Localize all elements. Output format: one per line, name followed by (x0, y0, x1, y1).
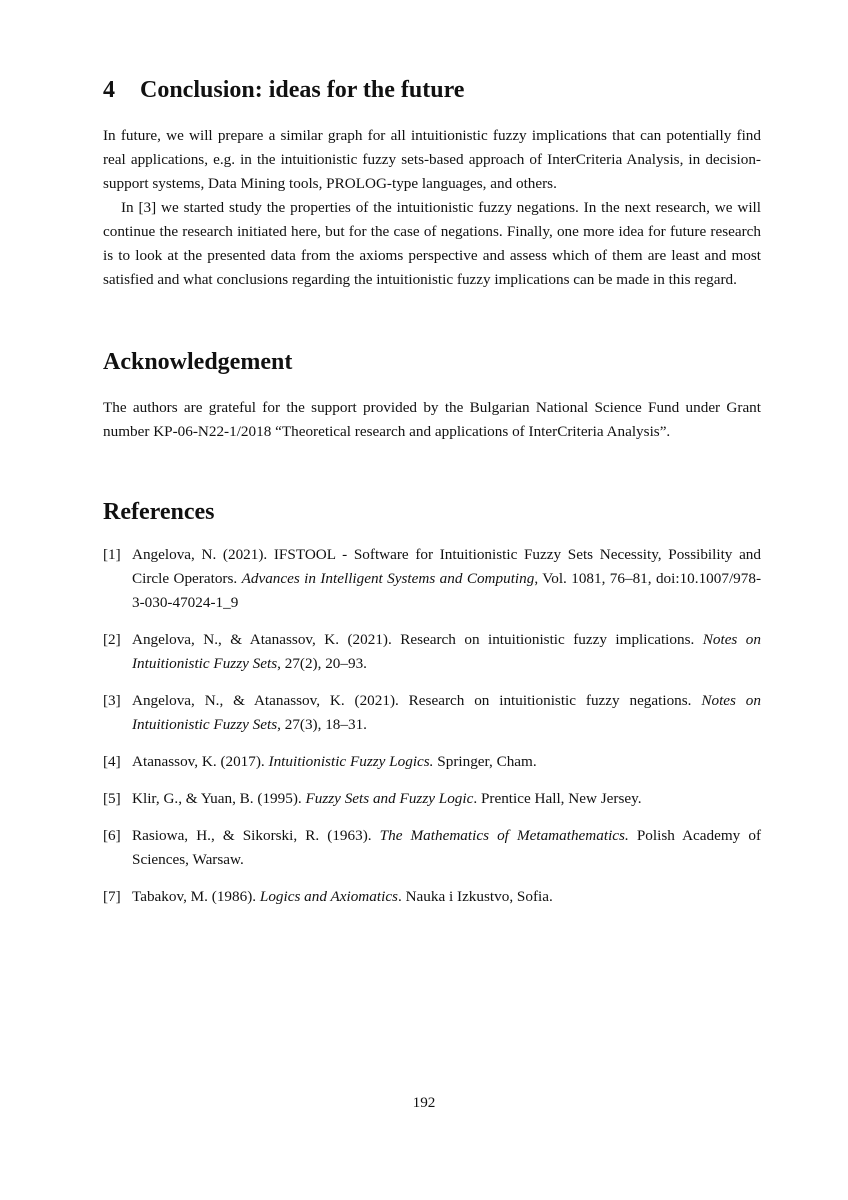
conclusion-paragraph-1: In future, we will prepare a similar graph for all intuitionistic fuzzy implications that can potentially find real applications, e.g. in the intuitionistic fuzzy sets-based approach of InterCriteria Analysis, in decision-support systems, Data Mining tools, PROLOG-type languages, and others. (103, 127, 761, 192)
reference-details: , 27(3), 18–31. (277, 716, 367, 733)
reference-number: [1] (103, 546, 121, 563)
section-heading (103, 76, 464, 104)
reference-details: . Prentice Hall, New Jersey. (473, 790, 642, 807)
reference-text (132, 543, 761, 615)
reference-number: [3] (103, 692, 121, 709)
reference-number: [2] (103, 631, 121, 648)
reference-number: [7] (103, 888, 121, 905)
reference-details: , 27(2), 20–93. (277, 655, 367, 672)
reference-text (132, 885, 761, 909)
reference-authors-title: Angelova, N., & Atanassov, K. (2021). Research on intuitionistic fuzzy negations. (132, 692, 702, 709)
page-number: 192 (412, 1094, 436, 1111)
reference-authors-title: Angelova, N. (2021). IFSTOOL - Software for Intuitionistic Fuzzy Sets Necessity, Possibility and Circle Operators. (132, 546, 761, 587)
reference-details: , Vol. 1081, 76–81, doi:10.1007/978-3-030-47024-1_9 (132, 570, 762, 611)
reference-details: . Nauka i Izkustvo, Sofia. (397, 888, 553, 905)
reference-venue: Advances in Intelligent Systems and Computing (241, 570, 535, 587)
reference-number: [6] (103, 827, 121, 844)
reference-number: [5] (103, 790, 121, 807)
reference-number: [4] (103, 753, 121, 770)
conclusion-paragraph-2: In [3] we started study the properties of the intuitionistic fuzzy negations. In the next research, we will continue the research initiated here, but for the case of negations. Finally, one more idea for future research is to look at the presented data from the axioms perspective and assess which of them are least and most satisfied and what conclusions regarding the intuitionistic fuzzy implications can be made in this regard. (103, 199, 761, 288)
reference-details: Springer, Cham. (433, 753, 537, 770)
reference-text (132, 750, 761, 774)
reference-item (103, 689, 761, 737)
reference-item (103, 628, 761, 676)
reference-text (132, 628, 761, 676)
reference-authors-title: Tabakov, M. (1986). (132, 888, 260, 905)
reference-authors-title: Angelova, N., & Atanassov, K. (2021). Research on intuitionistic fuzzy implications. (132, 631, 703, 648)
reference-venue: Notes on Intuitionistic Fuzzy Sets (132, 692, 761, 733)
references-heading: References (103, 499, 215, 525)
reference-venue: Fuzzy Sets and Fuzzy Logic (305, 790, 474, 807)
acknowledgement-text: The authors are grateful for the support provided by the Bulgarian National Science Fund under Grant number KP-06-N22-1/2018 “Theoretical research and applications of InterCriteria Analysis”. (103, 399, 761, 440)
reference-authors-title: Rasiowa, H., & Sikorski, R. (1963). (132, 827, 380, 844)
reference-item (103, 787, 761, 811)
reference-text (132, 787, 761, 811)
reference-details: Polish Academy of Sciences, Warsaw. (132, 827, 761, 868)
reference-text (132, 689, 761, 737)
reference-authors-title: Klir, G., & Yuan, B. (1995). (132, 790, 306, 807)
section-title: Conclusion: ideas for the future (140, 77, 465, 103)
reference-item (103, 750, 761, 774)
reference-authors-title: Atanassov, K. (2017). (132, 753, 269, 770)
references-list (103, 543, 761, 922)
reference-item (103, 543, 761, 615)
reference-venue: The Mathematics of Metamathematics. (379, 827, 629, 844)
reference-item (103, 824, 761, 872)
reference-text (132, 824, 761, 872)
reference-venue: Intuitionistic Fuzzy Logics. (268, 753, 434, 770)
acknowledgement-heading: Acknowledgement (103, 349, 293, 375)
reference-venue: Logics and Axiomatics (259, 888, 398, 905)
section-number: 4 (103, 77, 115, 103)
reference-venue: Notes on Intuitionistic Fuzzy Sets (132, 631, 761, 672)
reference-item (103, 885, 761, 909)
